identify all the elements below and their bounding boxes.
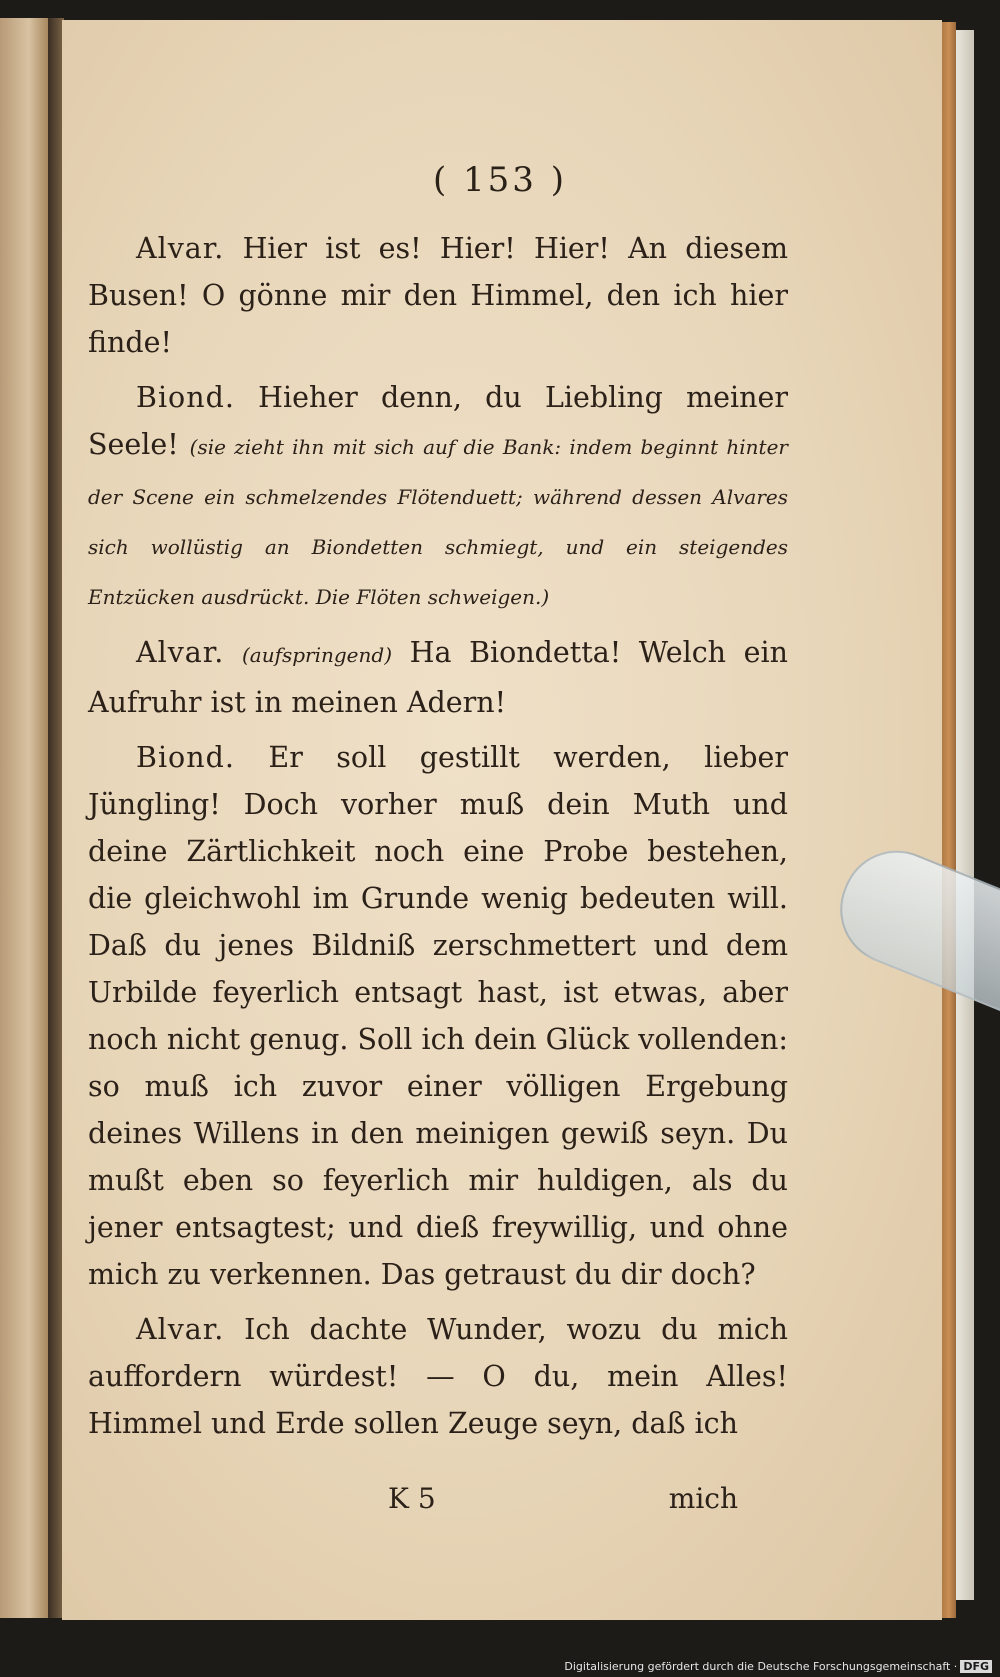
paragraph: [88, 629, 788, 726]
speech: Ha Biondetta! Welch ein Aufruhr ist in meinen Adern!: [88, 636, 788, 719]
speech: Er soll gestillt werden, lieber Jüngling! Doch vorher muß dein Muth und deine Zärtlichkeit noch eine Probe bestehen, die gleichwohl im Grunde wenig bedeuten will. Daß du jenes Bildniß zerschmettert und dem Urbilde feyerlich entsagt hast, ist etwas, aber noch nicht genug. Soll ich dein Glück vollenden: so muß ich zuvor einer völligen Ergebung deines Willens in den meinigen gewiß seyn. Du mußt eben so feyerlich mir huldigen, als du jener entsagtest; und dieß freywillig, und ohne mich zu verkennen. Das getraust du dir doch?: [88, 741, 789, 1291]
paragraph: [88, 374, 788, 621]
paragraph: [88, 734, 788, 1298]
credit-text: Digitalisierung gefördert durch die Deutsche Forschungsgemeinschaft ·: [564, 1660, 958, 1673]
page-text: [88, 225, 788, 1455]
page-stack: [956, 30, 974, 1600]
speech: Ich dachte Wunder, wozu du mich auffordern würdest! — O du, mein Alles! Himmel und Erde sollen Zeuge seyn, daß ich: [88, 1313, 789, 1440]
speech: Hieher denn, du Liebling meiner Seele!: [88, 381, 789, 461]
paragraph: [88, 1306, 788, 1447]
page-number: ( 153 ): [432, 160, 568, 200]
paragraph: [88, 225, 788, 366]
catchword: mich: [668, 1482, 738, 1515]
digitization-credit: [564, 1660, 992, 1677]
speech: Hier ist es! Hier! Hier! An diesem Busen! O gönne mir den Himmel, den ich hier finde!: [88, 232, 788, 359]
dfg-logo: DFG: [960, 1660, 992, 1673]
speaker: Alvar.: [136, 232, 225, 265]
signature-mark: K 5: [388, 1482, 436, 1515]
page-edge: [942, 22, 956, 1618]
page-footer: [88, 1482, 738, 1532]
speaker: Biond.: [136, 741, 235, 774]
left-page-edge: [0, 18, 48, 1618]
speaker: Biond.: [136, 381, 235, 414]
speaker: Alvar.: [136, 1313, 225, 1346]
speaker: Alvar.: [136, 636, 225, 669]
stage-direction: (aufspringend): [241, 643, 393, 667]
stage-direction: (sie zieht ihn mit sich auf die Bank: indem beginnt hinter der Scene ein schmelzendes Flötenduett; während dessen Alvares sich wollüstig an Biondetten schmiegt, und ein steigendes Entzücken ausdrückt. Die Flöten schweigen.): [88, 435, 788, 609]
